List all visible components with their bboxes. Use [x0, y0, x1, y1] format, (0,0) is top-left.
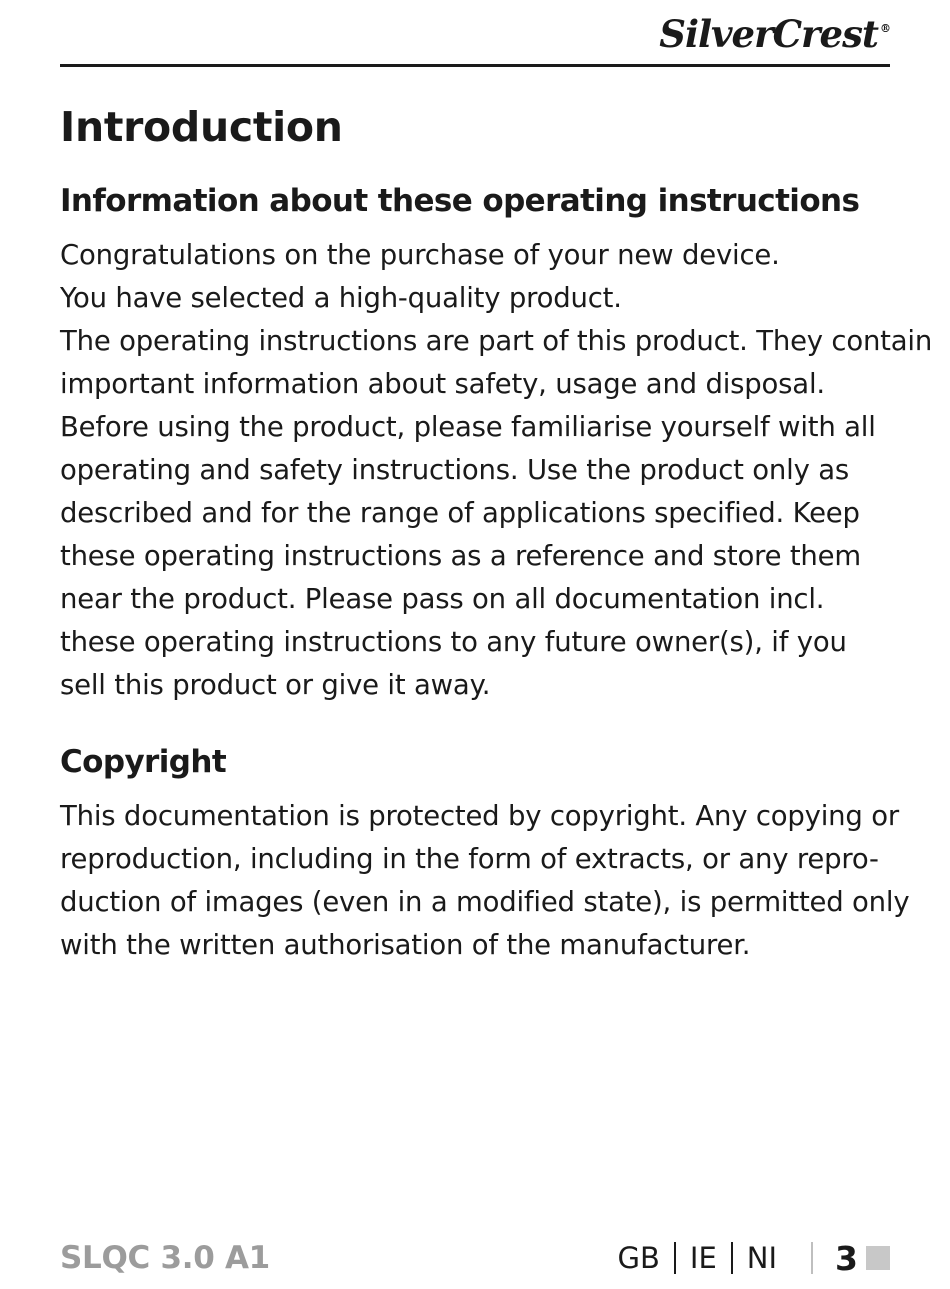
body-line: Congratulations on the purchase of your new device.: [60, 239, 780, 271]
body-line: This documentation is protected by copyright. Any copying or: [60, 800, 899, 832]
registered-mark: ®: [880, 22, 890, 35]
body-line: You have selected a high-quality product.: [60, 282, 622, 314]
header-rule: [60, 64, 890, 67]
page-number: 3: [835, 1238, 858, 1278]
divider: [674, 1242, 676, 1274]
section-heading-copyright: Copyright: [60, 744, 227, 780]
brand-name: SilverCrest: [659, 12, 878, 56]
body-line: near the product. Please pass on all documentation incl.: [60, 583, 825, 615]
footer-model-number: SLQC 3.0 A1: [60, 1240, 270, 1276]
body-line: described and for the range of applications specified. Keep: [60, 497, 860, 529]
section-body-copyright: [60, 795, 910, 967]
body-line: operating and safety instructions. Use the product only as: [60, 454, 849, 486]
country-code: NI: [746, 1241, 778, 1275]
body-line: duction of images (even in a modified state), is permitted only: [60, 886, 910, 918]
page-marker: [866, 1246, 890, 1270]
divider: [731, 1242, 733, 1274]
body-line: important information about safety, usage and disposal.: [60, 368, 825, 400]
body-line: reproduction, including in the form of extracts, or any repro-: [60, 843, 879, 875]
body-line: The operating instructions are part of this product. They contain: [60, 325, 933, 357]
body-line: with the written authorisation of the manufacturer.: [60, 929, 751, 961]
brand-logo: [659, 12, 890, 56]
country-code: IE: [689, 1241, 717, 1275]
body-line: these operating instructions to any future owner(s), if you: [60, 626, 847, 658]
section-body-info: [60, 234, 933, 707]
body-line: these operating instructions as a reference and store them: [60, 540, 861, 572]
country-code: GB: [617, 1241, 660, 1275]
body-line: Before using the product, please familiarise yourself with all: [60, 411, 876, 443]
page-title: Introduction: [60, 103, 343, 151]
section-heading-info: Information about these operating instructions: [60, 183, 860, 219]
page-content: [60, 100, 933, 967]
body-line: sell this product or give it away.: [60, 669, 491, 701]
footer-page-info: [618, 1236, 890, 1280]
divider: [811, 1242, 813, 1274]
